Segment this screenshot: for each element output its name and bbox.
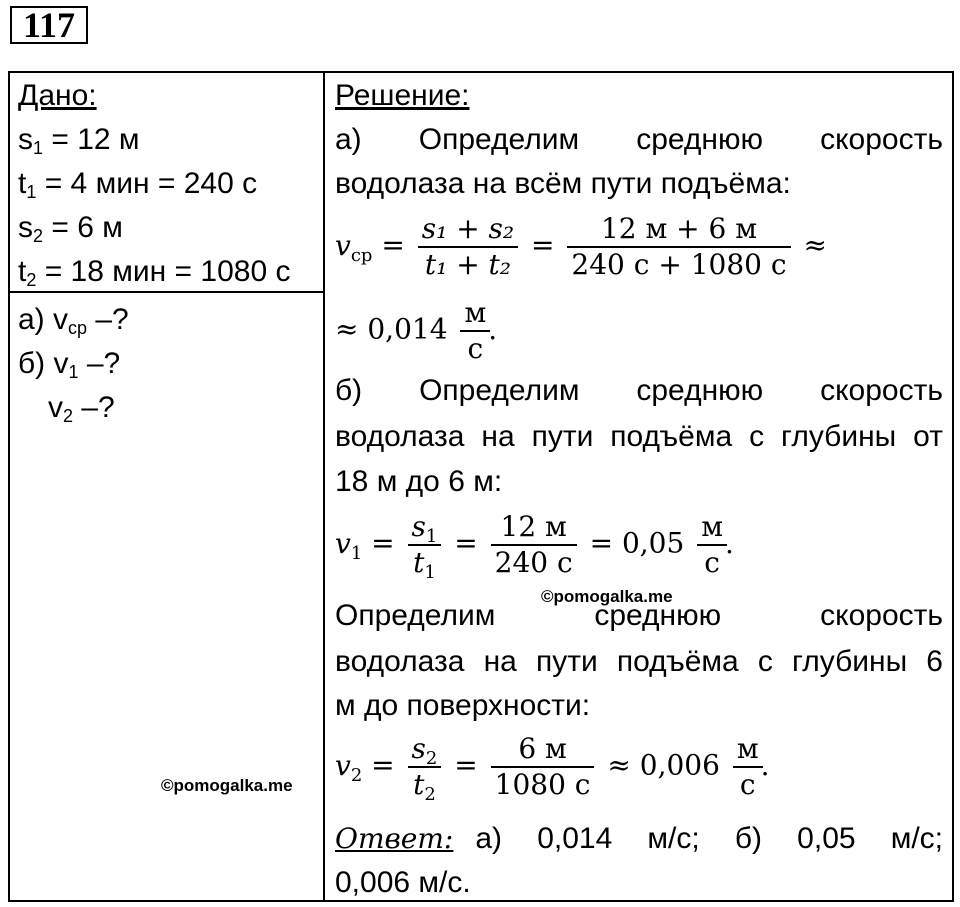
answer-values — [475, 817, 943, 861]
find-item: а) $v_{ср}$ –? — [18, 303, 129, 338]
word: глубины — [781, 420, 897, 453]
word: подъёма — [616, 645, 739, 678]
equation-v2: $v_2$ = $\frac{s_2}{t_2}$ = $\frac{6 м}{1080 с}$ ≈ 0,006 $\frac{м}{с}$ . — [335, 732, 770, 805]
given-header: Дано: — [18, 79, 97, 112]
answer-label: Ответ: — [335, 822, 454, 855]
given-item: $t_2 = 18$ мин = 1080 с — [18, 255, 291, 290]
part-b-line2 — [335, 415, 943, 459]
word: среднюю — [636, 374, 764, 407]
word: скорость — [820, 123, 943, 156]
given-item: $s_2 = 6$ м — [18, 211, 123, 246]
equation-v1: $v_1$ = $\frac{s_1}{t_1}$ = $\frac{12 м}{240 с}$ = 0,05 $\frac{м}{с}$ . — [335, 510, 734, 583]
word: водолаза — [335, 645, 465, 678]
word: а) — [335, 123, 362, 156]
word: скорость — [820, 374, 943, 407]
watermark: ©pomogalka.me — [541, 587, 673, 606]
answer-word: 0,014 — [537, 822, 613, 855]
answer-line1 — [335, 817, 943, 861]
find-item: $v_2$ –? — [48, 391, 115, 426]
column-divider — [323, 73, 325, 900]
word: Определим — [419, 374, 580, 407]
given-item: $t_1 = 4$ мин = 240 с — [18, 167, 258, 202]
equation-average-speed: $v_{ср}$ = $\frac{\text{s₁ + s₂}}{\text{t₁ + t₂}}$ = $\frac{12 м + 6 м}{240 с + 1080 с}$ ≈ — [335, 212, 827, 281]
find-item: б) $v_1$ –? — [18, 347, 121, 382]
problem-number: 117 — [10, 6, 88, 44]
answer-word: б) — [734, 822, 763, 855]
word: 6 — [926, 645, 943, 678]
part-b-line1 — [335, 369, 943, 413]
part-b2-line3: м до поверхности: — [335, 689, 591, 722]
solution-header: Решение: — [335, 79, 470, 112]
word: водолаза — [335, 420, 465, 453]
word: пути — [531, 420, 594, 453]
word: среднюю — [594, 599, 722, 632]
word: среднюю — [636, 123, 764, 156]
word: пути — [535, 645, 598, 678]
word: на — [481, 420, 515, 453]
part-a-line1 — [335, 118, 943, 162]
part-b-line3: 18 м до 6 м: — [335, 465, 503, 498]
given-item: $s_1 = 12$ м — [18, 123, 140, 158]
word: скорость — [820, 599, 943, 632]
word: с — [749, 420, 765, 453]
answer-word: а) — [475, 822, 503, 855]
word: глубины — [791, 645, 908, 678]
part-a-line2: водолаза на всём пути подъёма: — [335, 167, 791, 200]
answer-line2: 0,006 м/с. — [335, 866, 471, 899]
word: Определим — [418, 123, 580, 156]
equation-average-speed-result: ≈ 0,014 $\frac{м}{с}$ . — [335, 296, 498, 365]
answer-word: 0,05 — [797, 822, 856, 855]
word: от — [913, 420, 943, 453]
watermark: ©pomogalka.me — [161, 776, 293, 795]
answer-word: м/с; — [890, 822, 943, 855]
word: подъёма — [610, 420, 733, 453]
word: Определим — [335, 599, 496, 632]
word: б) — [335, 374, 363, 407]
answer-word: м/с; — [647, 822, 700, 855]
word: с — [757, 645, 773, 678]
word: на — [483, 645, 517, 678]
part-b2-line2 — [335, 640, 943, 684]
